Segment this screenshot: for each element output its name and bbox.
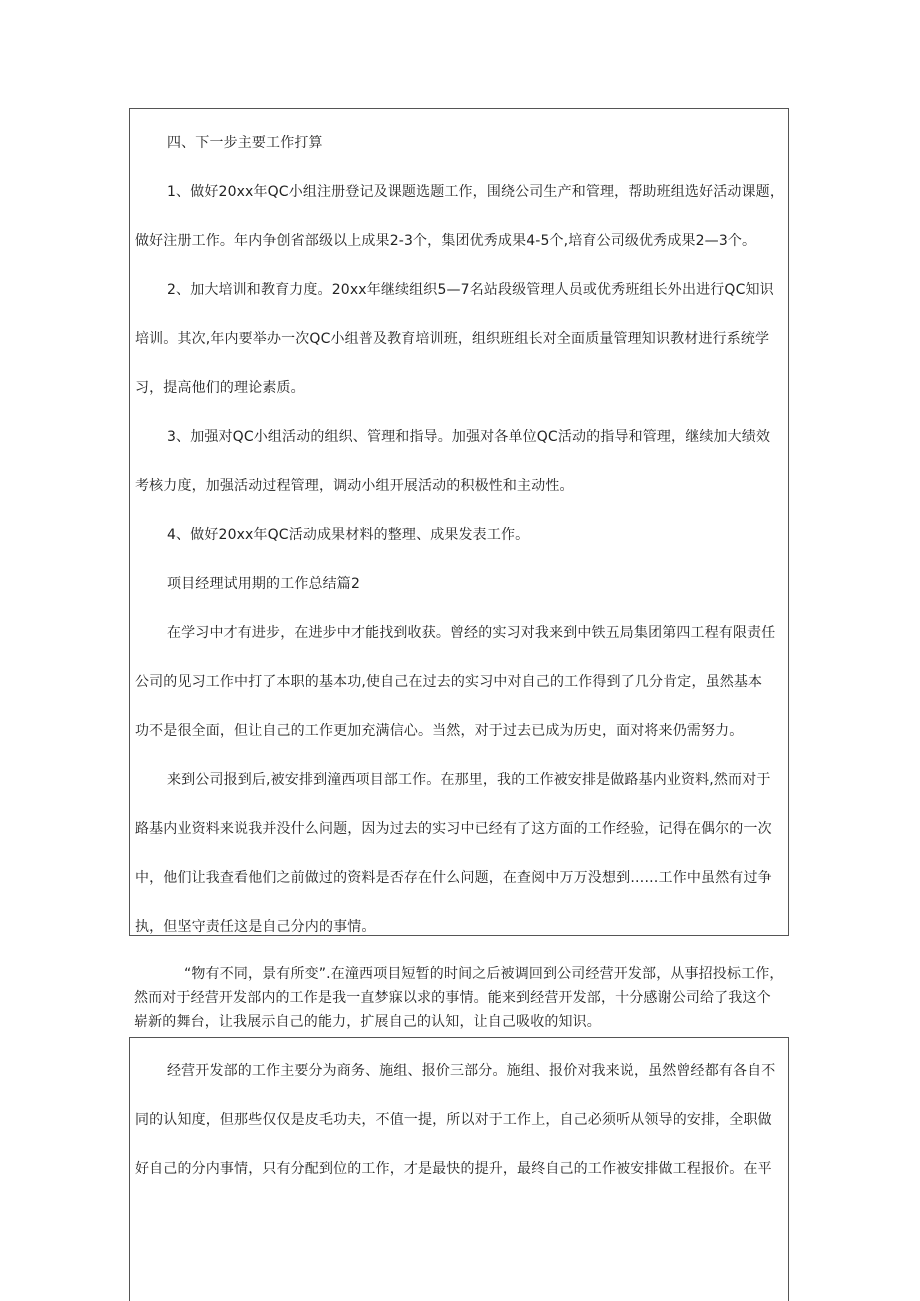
paragraph-line: 4、做好20xx年QC活动成果材料的整理、成果发表工作。 (167, 527, 530, 543)
paragraph-line: 路基内业资料来说我并没什么问题，因为过去的实习中已经有了这方面的工作经验，记得在偶尔的一次 (135, 821, 772, 837)
paragraph-line: 功不是很全面，但让自己的工作更加充满信心。当然，对于过去已成为历史，面对将来仍需努力。 (135, 723, 744, 739)
paragraph-line: 做好注册工作。年内争创省部级以上成果2-3个，集团优秀成果4-5个,培育公司级优秀成果2—3个。 (135, 233, 757, 249)
article-title: 项目经理试用期的工作总结篇2 (167, 576, 361, 592)
paragraph-line: 公司的见习工作中打了本职的基本功,使自己在过去的实习中对自己的工作得到了几分肯定，虽然基本 (135, 674, 763, 690)
text-box-2 (129, 1037, 789, 1301)
paragraph-line: 然而对于经营开发部内的工作是我一直梦寐以求的事情。能来到经营开发部，十分感谢公司给了我这个 (134, 990, 771, 1006)
paragraph-line: 崭新的舞台，让我展示自己的能力，扩展自己的认知，让自己吸收的知识。 (134, 1014, 601, 1030)
paragraph-line: 考核力度，加强活动过程管理，调动小组开展活动的积极性和主动性。 (135, 478, 574, 494)
paragraph-line: 在学习中才有进步，在进步中才能找到收获。曾经的实习对我来到中铁五局集团第四工程有限责任 (167, 625, 776, 641)
paragraph-line: “物有不同，景有所变”.在潼西项目短暂的时间之后被调回到公司经营开发部，从事招投标工作， (184, 966, 784, 982)
text-box-2-content (135, 1054, 785, 1201)
paragraph-line: 同的认知度，但那些仅仅是皮毛功夫，不值一提，所以对于工作上，自己必须听从领导的安排，全职做 (135, 1112, 772, 1128)
paragraph-line: 1、做好20xx年QC小组注册登记及课题选题工作，围绕公司生产和管理，帮助班组选好活动课题， (167, 184, 784, 200)
paragraph-line: 来到公司报到后,被安排到潼西项目部工作。在那里，我的工作被安排是做路基内业资料,然而对于 (167, 772, 771, 788)
paragraph-line: 习，提高他们的理论素质。 (135, 380, 305, 396)
text-box-1 (129, 108, 789, 936)
section-heading: 四、下一步主要工作打算 (167, 135, 323, 151)
paragraph-line: 经营开发部的工作主要分为商务、施组、报价三部分。施组、报价对我来说，虽然曾经都有各自不 (167, 1063, 776, 1079)
paragraph-line: 培训。其次,年内要举办一次QC小组普及教育培训班，组织班组长对全面质量管理知识教材进行系统学 (135, 331, 770, 347)
paragraph-line: 好自己的分内事情，只有分配到位的工作，才是最快的提升，最终自己的工作被安排做工程报价。在平 (135, 1161, 772, 1177)
free-paragraph (134, 962, 794, 1034)
paragraph-line: 2、加大培训和教育力度。20xx年继续组织5—7名站段级管理人员或优秀班组长外出进行QC知识 (167, 282, 774, 298)
paragraph-line: 执，但坚守责任这是自己分内的事情。 (135, 919, 376, 935)
text-box-1-content (135, 126, 785, 959)
paragraph-line: 中，他们让我查看他们之前做过的资料是否存在什么问题，在查阅中万万没想到……工作中虽然有过争 (135, 870, 772, 886)
paragraph-line: 3、加强对QC小组活动的组织、管理和指导。加强对各单位QC活动的指导和管理，继续加大绩效 (167, 429, 771, 445)
